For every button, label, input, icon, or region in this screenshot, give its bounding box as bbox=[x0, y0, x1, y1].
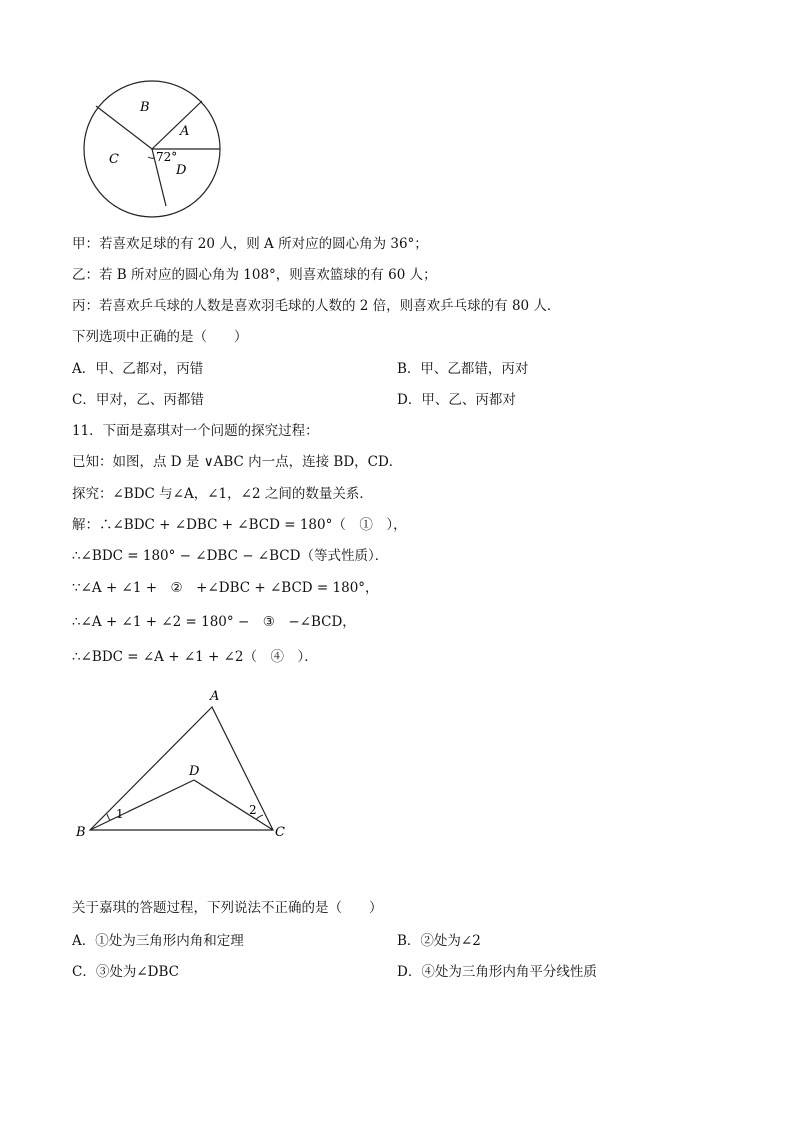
q10-option-b[interactable]: B．甲、乙都错，丙对 bbox=[397, 361, 529, 377]
q10-prompt: 下列选项中正确的是（ ） bbox=[72, 329, 248, 345]
q10-option-d[interactable]: D．甲、乙、丙都对 bbox=[397, 392, 516, 408]
q11-step3: ∵∠A + ∠1 + ② +∠DBC + ∠BCD = 180°， bbox=[72, 580, 379, 596]
angle-arc-2 bbox=[256, 815, 263, 820]
angle-label-2: 2 bbox=[249, 803, 257, 817]
q11-option-d[interactable]: D．④处为三角形内角平分线性质 bbox=[397, 964, 597, 980]
segment-bd bbox=[90, 780, 194, 830]
triangle-label-c: C bbox=[275, 825, 285, 840]
pie-angle-label: 72° bbox=[156, 150, 178, 164]
triangle-label-b: B bbox=[76, 825, 86, 840]
statement-jia: 甲：若喜欢足球的有 20 人，则 A 所对应的圆心角为 36°； bbox=[72, 236, 428, 252]
statement-yi: 乙：若 B 所对应的圆心角为 108°，则喜欢篮球的有 60 人； bbox=[72, 267, 437, 283]
triangle-label-a: A bbox=[210, 689, 220, 704]
angle-label-1: 1 bbox=[116, 807, 124, 821]
pie-label-c: C bbox=[109, 152, 119, 167]
q10-option-a[interactable]: A．甲、乙都对，丙错 bbox=[72, 361, 204, 377]
q11-prompt: 关于嘉琪的答题过程，下列说法不正确的是（ ） bbox=[72, 900, 383, 916]
pie-radius-b-a bbox=[152, 101, 202, 149]
q11-step4: ∴∠A + ∠1 + ∠2 = 180° − ③ −∠BCD， bbox=[72, 614, 356, 630]
pie-label-d: D bbox=[176, 163, 187, 178]
q11-option-b[interactable]: B．②处为∠2 bbox=[397, 933, 481, 949]
q11-explore: 探究：∠BDC 与∠A，∠1，∠2 之间的数量关系． bbox=[72, 486, 373, 502]
q11-step2: ∴∠BDC = 180° − ∠DBC − ∠BCD（等式性质）． bbox=[72, 548, 389, 564]
angle-arc-1 bbox=[107, 814, 110, 821]
triangle-label-d: D bbox=[189, 764, 200, 779]
pie-label-b: B bbox=[140, 100, 150, 115]
triangle-figure bbox=[70, 680, 300, 845]
q10-option-c[interactable]: C．甲对，乙、丙都错 bbox=[72, 392, 204, 408]
q11-step1: 解：∴∠BDC + ∠DBC + ∠BCD = 180°（ ① ）， bbox=[72, 517, 407, 533]
q11-known: 已知：如图，点 D 是 ∨ABC 内一点，连接 BD，CD． bbox=[72, 454, 403, 470]
pie-label-a: A bbox=[180, 124, 190, 139]
q11-title: 11．下面是嘉琪对一个问题的探究过程： bbox=[72, 423, 319, 439]
statement-bing: 丙：若喜欢乒乓球的人数是喜欢羽毛球的人数的 2 倍，则喜欢乒乓球的有 80 人． bbox=[72, 298, 561, 314]
pie-figure bbox=[70, 80, 230, 220]
q11-option-c[interactable]: C．③处为∠DBC bbox=[72, 964, 179, 980]
q11-option-a[interactable]: A．①处为三角形内角和定理 bbox=[72, 933, 244, 949]
q11-step5: ∴∠BDC = ∠A + ∠1 + ∠2（ ④ ）． bbox=[72, 649, 318, 665]
